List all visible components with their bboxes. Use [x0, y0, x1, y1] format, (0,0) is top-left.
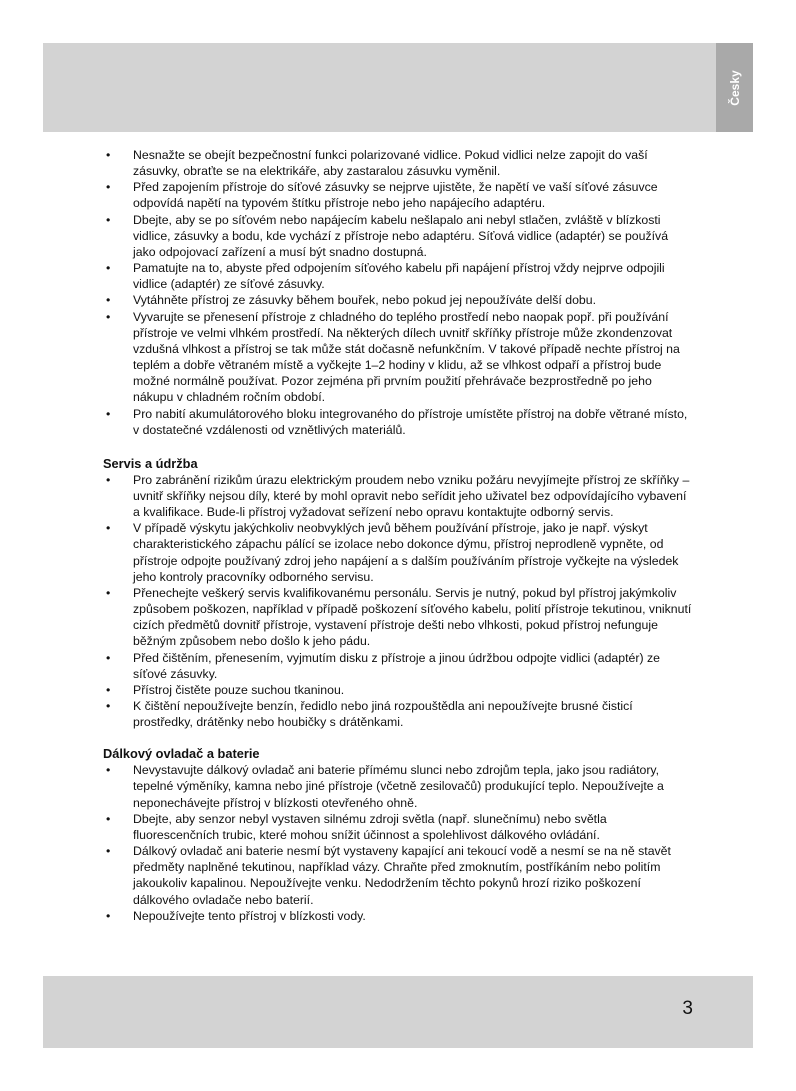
- section-spacer: [103, 438, 693, 456]
- footer-band: [43, 976, 753, 1048]
- list-item: • Přenechejte veškerý servis kvalifikovanému personálu. Servis je nutný, pokud byl přístroj jakýmkoliv způsobem poškozen, například v případě poškození síťového kabelu, polití přístroje tekutinou, vniknutí cizích předmětů dovnitř přístroje, vystavení přístroje dešti nebo vlhkosti, pokud přístroj nefunguje běžným způsobem nebo došlo k jeho pádu.: [103, 585, 693, 650]
- list-item: • Dbejte, aby se po síťovém nebo napájecím kabelu nešlapalo ani nebyl stlačen, zvláště v blízkosti vidlice, zásuvky a bodu, kde vychází z přístroje nebo adaptéru. Síťová vidlice (adaptér) se používá jako odpojovací zařízení a musí být snadno dostupná.: [103, 212, 693, 260]
- page-content: [103, 147, 693, 924]
- list-item: • Nepoužívejte tento přístroj v blízkosti vody.: [103, 908, 693, 924]
- list-item: • Dálkový ovladač ani baterie nesmí být vystaveny kapající ani tekoucí vodě a nesmí se na ně stavět předměty naplněné tekutinou, například vázy. Chraňte před zmoknutím, postříkáním nebo politím jakoukoliv kapalinou. Nepoužívejte venku. Nedodržením těchto pokynů hrozí riziko poškození dálkového ovladače nebo baterií.: [103, 843, 693, 908]
- language-tab: [716, 43, 753, 132]
- service-list: [103, 472, 693, 731]
- list-item: • Vytáhněte přístroj ze zásuvky během bouřek, nebo pokud jej nepoužíváte delší dobu.: [103, 292, 693, 308]
- page-number: 3: [682, 998, 693, 1019]
- safety-list: [103, 147, 693, 438]
- section-title-remote: Dálkový ovladač a baterie: [103, 746, 260, 762]
- section-spacer: [103, 730, 693, 746]
- section-title-service: Servis a údržba: [103, 455, 198, 471]
- list-item: • Přístroj čistěte pouze suchou tkaninou.: [103, 682, 693, 698]
- list-item: • Pamatujte na to, abyste před odpojením síťového kabelu při napájení přístroj vždy nejprve odpojili vidlice (adaptér) ze síťové zásuvky.: [103, 260, 693, 292]
- list-item: • Pro nabití akumulátorového bloku integrovaného do přístroje umístěte přístroj na dobře větrané místo, v dostatečné vzdálenosti od vznětlivých materiálů.: [103, 406, 693, 438]
- list-item: • K čištění nepoužívejte benzín, ředidlo nebo jiná rozpouštědla ani nepoužívejte brusné čisticí prostředky, drátěnky nebo houbičky s drátěnkami.: [103, 698, 693, 730]
- list-item: • Nevystavujte dálkový ovladač ani baterie přímému slunci nebo zdrojům tepla, jako jsou radiátory, tepelné výměníky, kamna nebo jiné přístroje (včetně zesilovačů) produkující teplo. Nepoužívejte a neponechávejte přístroj v blízkosti otevřeného ohně.: [103, 762, 693, 810]
- remote-list: [103, 762, 693, 924]
- list-item: • Dbejte, aby senzor nebyl vystaven silnému zdroji světla (např. slunečnímu) nebo světla fluorescenčních trubic, které mohou snížit účinnost a spolehlivost dálkového ovládání.: [103, 811, 693, 843]
- list-item: • V případě výskytu jakýchkoliv neobvyklých jevů během používání přístroje, jako je např. výskyt charakteristického zápachu pálící se izolace nebo dokonce dýmu, přístroj neprodleně vypněte, od přístroje odpojte používaný zdroj jeho napájení a s dalším používáním přístroje vyčkejte na výsledek jeho kontroly pracovníky odborného servisu.: [103, 520, 693, 585]
- list-item: • Vyvarujte se přenesení přístroje z chladného do teplého prostředí nebo naopak popř. při používání přístroje ve velmi vlhkém prostředí. Na některých dílech uvnitř skříňky přístroje může zkondenzovat vzdušná vlhkost a přístroj se tak může stát dočasně nefunkčním. V takové případě nechte přístroj na teplém a dobře větraném místě a vyčkejte 1–2 hodiny v klidu, až se vlhkost odpaří a přístroj bude možné normálně používat. Pozor zejména při prvním použití přehrávače bezprostředně po jeho nákupu v chladném ročním období.: [103, 309, 693, 406]
- list-item: • Před zapojením přístroje do síťové zásuvky se nejprve ujistěte, že napětí ve vaší síťové zásuvce odpovídá napětí na typovém štítku přístroje nebo jeho napájecího adaptéru.: [103, 179, 693, 211]
- list-item: • Pro zabránění rizikům úrazu elektrickým proudem nebo vzniku požáru nevyjímejte přístroj ze skříňky – uvnitř skříňky nejsou díly, které by mohl opravit nebo seřídit jeho uživatel bez odpovídajícího vybavení a kvalifikace. Bude-li přístroj vyžadovat seřízení nebo opravu kontaktujte odborný servis.: [103, 472, 693, 520]
- header-band: [43, 43, 753, 132]
- list-item: • Před čištěním, přenesením, vyjmutím disku z přístroje a jinou údržbou odpojte vidlici (adaptér) ze síťové zásuvky.: [103, 650, 693, 682]
- list-item: • Nesnažte se obejít bezpečnostní funkci polarizované vidlice. Pokud vidlici nelze zapojit do vaší zásuvky, obraťte se na elektrikáře, aby zastaralou zásuvku vyměnil.: [103, 147, 693, 179]
- language-tab-label: Česky: [727, 69, 742, 106]
